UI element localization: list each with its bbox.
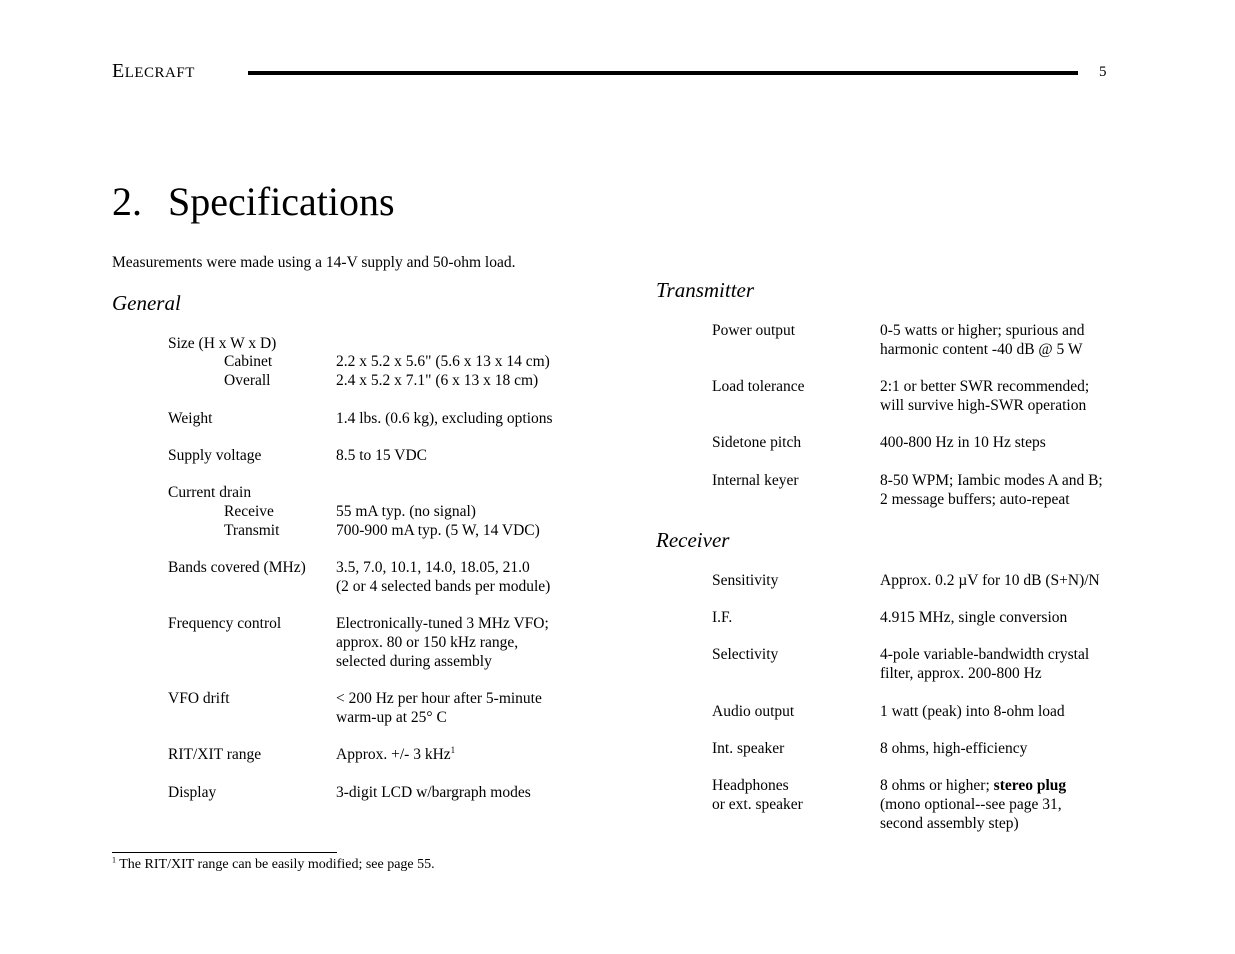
headphones-line2: (mono optional--see page 31,	[880, 796, 1062, 813]
load-tolerance-line1: 2:1 or better SWR recommended;	[880, 378, 1090, 395]
ext-speaker-label: or ext. speaker	[712, 796, 803, 813]
power-output-line1: 0-5 watts or higher; spurious and	[880, 322, 1085, 339]
weight-label: Weight	[168, 410, 213, 427]
footnote-mark: 1	[112, 855, 116, 865]
internal-keyer-line1: 8-50 WPM; Iambic modes A and B;	[880, 472, 1103, 489]
page-title	[112, 178, 395, 225]
cabinet-label: Cabinet	[224, 353, 273, 370]
page-number: 5	[1099, 64, 1107, 80]
current-drain-label: Current drain	[168, 484, 252, 501]
display-value: 3-digit LCD w/bargraph modes	[336, 784, 531, 801]
rit-xit-text: Approx. +/- 3 kHz	[336, 746, 451, 763]
intro-text: Measurements were made using a 14-V supply and 50-ohm load.	[112, 254, 516, 271]
supply-voltage-label: Supply voltage	[168, 447, 262, 464]
overall-label: Overall	[224, 372, 271, 389]
receive-label: Receive	[224, 503, 274, 520]
bands-line2: (2 or 4 selected bands per module)	[336, 578, 551, 595]
sensitivity-label: Sensitivity	[712, 572, 779, 589]
audio-output-label: Audio output	[712, 703, 795, 720]
frequency-control-line1: Electronically-tuned 3 MHz VFO;	[336, 615, 549, 632]
footnote-ref: 1	[450, 744, 456, 755]
speaker-label: Int. speaker	[712, 740, 785, 757]
rit-xit-label: RIT/XIT range	[168, 746, 262, 763]
overall-value: 2.4 x 5.2 x 7.1" (6 x 13 x 18 cm)	[336, 372, 539, 389]
footnote-rule	[112, 852, 337, 853]
if-label: I.F.	[712, 609, 733, 626]
headphones-label: Headphones	[712, 777, 789, 794]
receiver-heading: Receiver	[656, 528, 730, 552]
selectivity-label: Selectivity	[712, 646, 779, 663]
rit-xit-value	[336, 745, 455, 764]
audio-output-value: 1 watt (peak) into 8-ohm load	[880, 703, 1065, 720]
chapter-number: 2.	[112, 179, 142, 224]
transmit-value: 700-900 mA typ. (5 W, 14 VDC)	[336, 522, 540, 539]
transmitter-heading: Transmitter	[656, 278, 755, 302]
sidetone-pitch-value: 400-800 Hz in 10 Hz steps	[880, 434, 1046, 451]
stereo-plug-text: stereo plug	[993, 777, 1067, 794]
load-tolerance-line2: will survive high-SWR operation	[880, 397, 1087, 414]
speaker-value: 8 ohms, high-efficiency	[880, 740, 1028, 757]
header-brand	[112, 60, 195, 83]
vfo-drift-label: VFO drift	[168, 690, 230, 707]
brand-rest: LECRAFT	[124, 65, 195, 81]
headphones-line1-text: 8 ohms or higher;	[880, 777, 994, 794]
internal-keyer-line2: 2 message buffers; auto-repeat	[880, 491, 1070, 508]
vfo-drift-line1: < 200 Hz per hour after 5-minute	[336, 690, 542, 707]
sensitivity-value: Approx. 0.2 µV for 10 dB (S+N)/N	[880, 572, 1100, 589]
internal-keyer-label: Internal keyer	[712, 472, 799, 489]
footnote	[112, 857, 435, 873]
transmit-label: Transmit	[224, 522, 280, 539]
brand-initial: E	[112, 60, 125, 82]
sidetone-pitch-label: Sidetone pitch	[712, 434, 802, 451]
power-output-label: Power output	[712, 322, 796, 339]
bands-line1: 3.5, 7.0, 10.1, 14.0, 18.05, 21.0	[336, 559, 530, 576]
cabinet-value: 2.2 x 5.2 x 5.6" (5.6 x 13 x 14 cm)	[336, 353, 550, 370]
vfo-drift-line2: warm-up at 25° C	[336, 709, 447, 726]
power-output-line2: harmonic content -40 dB @ 5 W	[880, 341, 1083, 358]
size-label: Size (H x W x D)	[168, 335, 277, 352]
headphones-line3: second assembly step)	[880, 815, 1019, 832]
receive-value: 55 mA typ. (no signal)	[336, 503, 476, 520]
frequency-control-line2: approx. 80 or 150 kHz range,	[336, 634, 519, 651]
chapter-title: Specifications	[168, 179, 395, 224]
frequency-control-line3: selected during assembly	[336, 653, 492, 670]
weight-value: 1.4 lbs. (0.6 kg), excluding options	[336, 410, 553, 427]
selectivity-line1: 4-pole variable-bandwidth crystal	[880, 646, 1090, 663]
load-tolerance-label: Load tolerance	[712, 378, 805, 395]
general-heading: General	[112, 291, 181, 315]
if-value: 4.915 MHz, single conversion	[880, 609, 1068, 626]
headphones-line1	[880, 776, 1066, 795]
bands-label: Bands covered (MHz)	[168, 559, 306, 576]
selectivity-line2: filter, approx. 200-800 Hz	[880, 665, 1042, 682]
footnote-text: The RIT/XIT range can be easily modified; see page 55.	[116, 857, 435, 872]
supply-voltage-value: 8.5 to 15 VDC	[336, 447, 428, 464]
display-label: Display	[168, 784, 217, 801]
frequency-control-label: Frequency control	[168, 615, 282, 632]
header-rule	[248, 71, 1078, 75]
